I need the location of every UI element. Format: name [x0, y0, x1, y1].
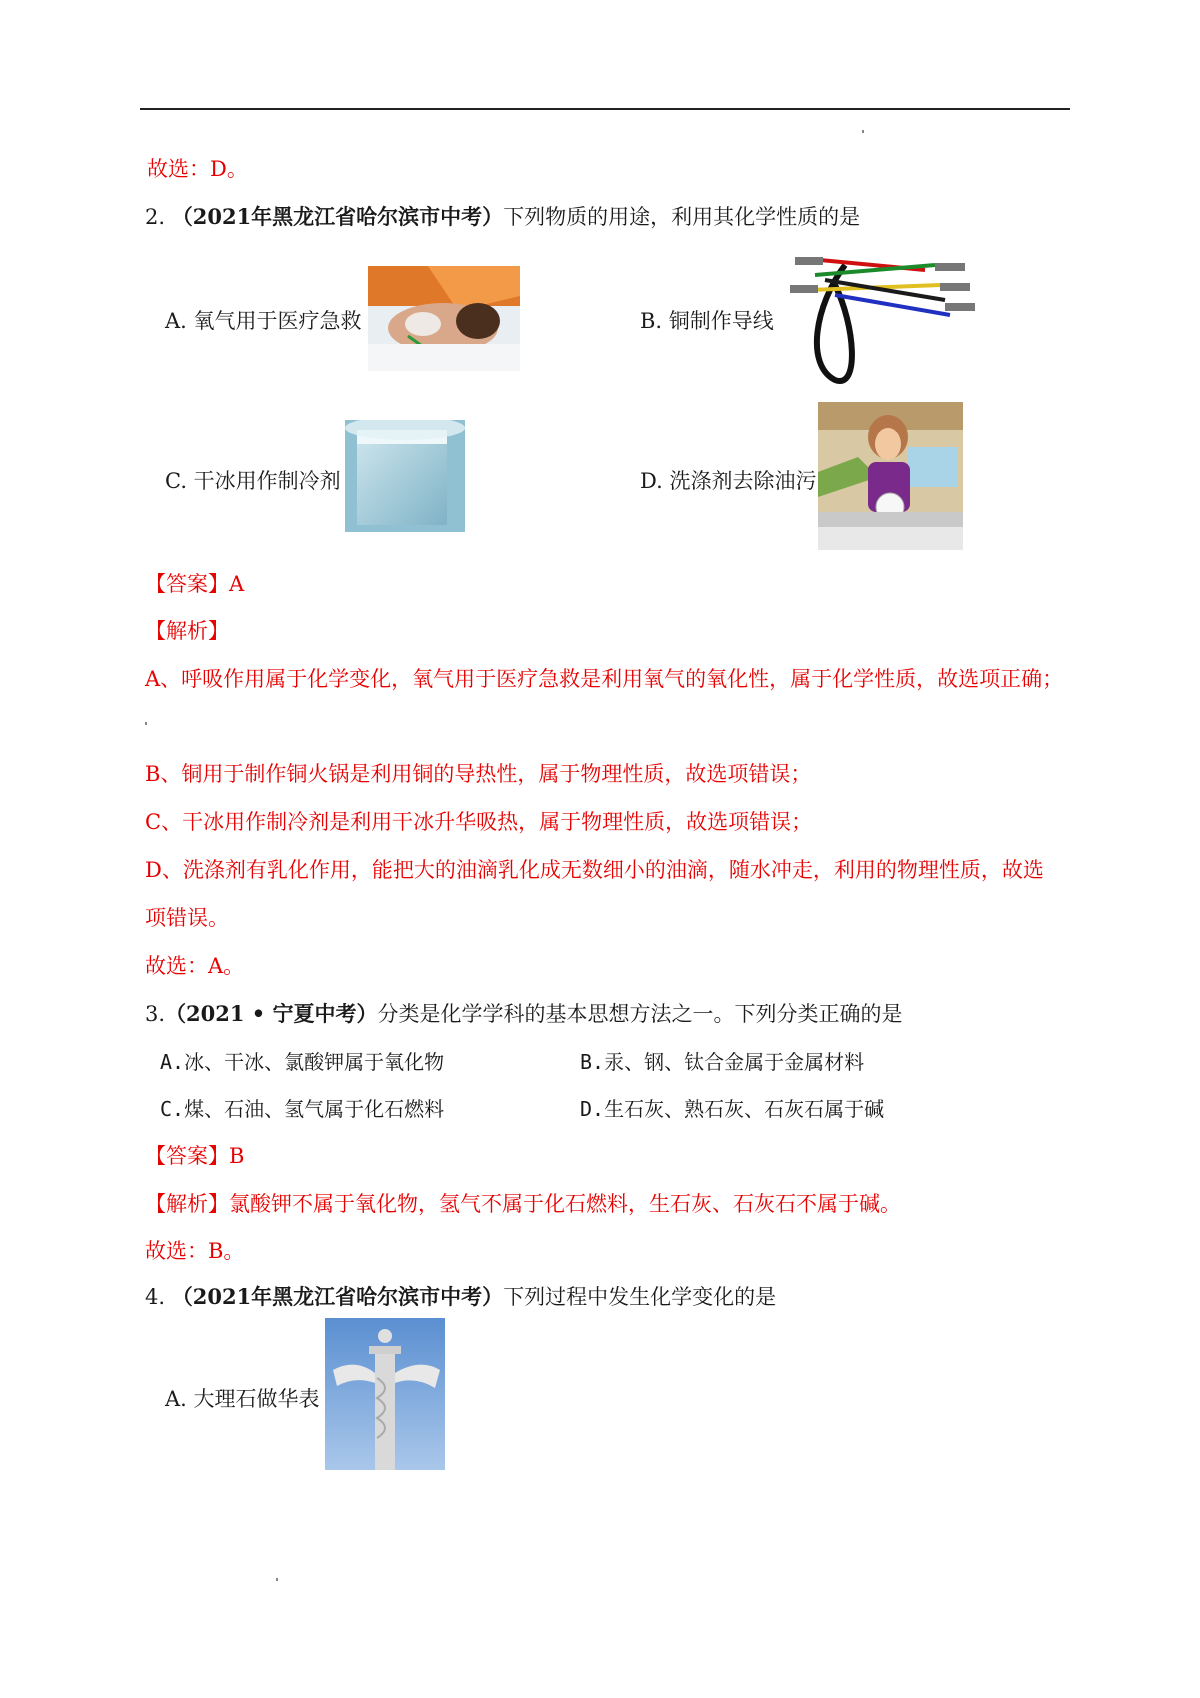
q3-analysis-tag: 【解析】 — [145, 1192, 229, 1216]
q3-answer-tag: 【答案】 — [145, 1144, 229, 1168]
q3-option-d: D.生石灰、熟石灰、石灰石属于碱 — [580, 1097, 885, 1121]
prev-answer-line: 故选：D。 — [147, 157, 248, 181]
q4-question — [145, 1283, 776, 1311]
copper-wires-photo — [775, 245, 990, 390]
q3-number: 3. — [145, 1002, 166, 1026]
q4-stem: 下列过程中发生化学变化的是 — [503, 1285, 777, 1309]
q4-source: （2021年黑龙江省哈尔滨市中考） — [171, 1284, 504, 1309]
q4-number: 4. — [145, 1285, 166, 1309]
q2-option-c-label: C. 干冰用作制冷剂 — [165, 469, 341, 493]
q3-analysis — [145, 1190, 901, 1218]
q2-answer — [145, 570, 244, 598]
q2-answer-value: A — [229, 572, 245, 596]
q3-option-b: B.汞、钢、钛合金属于金属材料 — [580, 1050, 865, 1074]
q2-number: 2. — [145, 205, 166, 229]
q3-analysis-text: 氯酸钾不属于氧化物，氢气不属于化石燃料，生石灰、石灰石不属于碱。 — [229, 1192, 901, 1216]
woman-washing-dishes-illustration — [818, 402, 963, 550]
q2-analysis-line-b: B、铜用于制作铜火锅是利用铜的导热性，属于物理性质，故选项错误； — [145, 762, 812, 786]
q2-option-d-label: D. 洗涤剂去除油污 — [640, 469, 817, 493]
q2-analysis-line-c: C、干冰用作制冷剂是利用干冰升华吸热，属于物理性质，故选项错误； — [145, 810, 813, 834]
oxygen-mask-patient-photo — [368, 266, 520, 371]
q3-stem: 分类是化学学科的基本思想方法之一。下列分类正确的是 — [377, 1002, 903, 1026]
q3-answer — [145, 1142, 244, 1170]
q2-source: （2021年黑龙江省哈尔滨市中考） — [171, 204, 504, 229]
mark-dot — [276, 1578, 278, 1581]
dry-ice-block-photo — [345, 420, 465, 532]
q3-option-c: C.煤、石油、氢气属于化石燃料 — [160, 1097, 445, 1121]
q3-option-a: A.冰、干冰、氯酸钾属于氧化物 — [160, 1050, 445, 1074]
q2-conclusion: 故选：A。 — [145, 954, 245, 978]
q2-stem: 下列物质的用途，利用其化学性质的是 — [503, 205, 861, 229]
mark-dot — [862, 130, 864, 133]
q3-source: （2021 • 宁夏中考） — [165, 1001, 378, 1026]
q2-option-b-label: B. 铜制作导线 — [640, 309, 774, 333]
q2-answer-tag: 【答案】 — [145, 572, 229, 596]
q3-question — [145, 1000, 903, 1028]
q2-option-a-label: A. 氧气用于医疗急救 — [165, 309, 362, 333]
q2-question — [145, 203, 860, 231]
q2-analysis-line-d: D、洗涤剂有乳化作用，能把大的油滴乳化成无数细小的油滴，随水冲走，利用的物理性质，故选 — [145, 858, 1044, 882]
header-rule — [140, 108, 1070, 110]
marble-huabiao-column-photo — [325, 1318, 445, 1470]
q3-conclusion: 故选：B。 — [145, 1239, 245, 1263]
q2-analysis-tag: 【解析】 — [145, 619, 229, 643]
q3-answer-value: B — [229, 1144, 245, 1168]
mark-dot — [145, 722, 147, 725]
q4-option-a-label: A. 大理石做华表 — [165, 1387, 320, 1411]
q2-analysis-line-d-cont: 项错误。 — [145, 906, 229, 930]
q2-analysis-line-a: A、呼吸作用属于化学变化，氧气用于医疗急救是利用氧气的氧化性，属于化学性质，故选项正确； — [145, 667, 1064, 691]
